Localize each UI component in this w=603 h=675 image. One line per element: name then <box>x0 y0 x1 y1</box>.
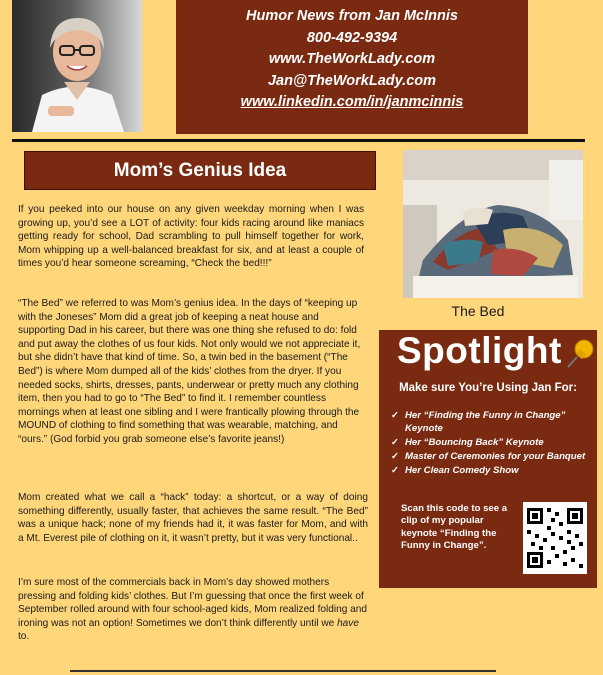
article-title: Mom’s Genius Idea <box>24 151 376 190</box>
list-item: ✓ Her “Finding the Funny in Change” Keynote <box>391 410 566 434</box>
article-paragraph-4: I’m sure most of the commercials back in Mom’s day showed mothers pressing and folding kids’ clothes. But I’m guessing that once the first week of September rolled around with four school-aged kids, Mom realized folding and ironing was not an option! Sometimes we don’t think differently until we have to. <box>18 577 367 643</box>
emphasis-have: have <box>337 617 359 629</box>
list-item: ✓ Her Clean Comedy Show <box>391 464 519 476</box>
list-item: ✓ Her “Bouncing Back” Keynote <box>391 436 544 448</box>
email-link[interactable]: Jan@TheWorkLady.com <box>267 72 437 89</box>
footer-divider <box>70 670 496 672</box>
check-icon: ✓ <box>391 410 400 421</box>
newsletter-title: Humor News from Jan McInnis <box>246 8 458 24</box>
phone-number: 800-492-9394 <box>306 29 398 46</box>
spotlight-title: Spotlight <box>397 330 562 371</box>
spotlight-box <box>379 330 597 588</box>
bed-photo <box>403 150 583 298</box>
list-item: ✓ Master of Ceremonies for your Banquet <box>391 450 586 462</box>
website-link[interactable]: www.TheWorkLady.com <box>268 51 436 67</box>
article-paragraph-2: “The Bed” we referred to was Mom’s genius idea. In the days of “keeping up with the Joneses” Mom did a great job of keeping a neat house and supporting Dad in his career, but there was one thing she refused to do: fold and put away the clothes of us four kids. Not only would we not appreciate it, but she didn’t have that kind of time. So, a twin bed in the basement (“The Bed”) is where Mom dumped all of the kids’ clothes from the dryer. If you needed socks, shirts, dresses, pants, underwear or pretty much any clothing item, then you had to go to “The Bed” to find it. I remember countless mornings when at least one sibling and I were frantically plowing through the MOUND of clothing to find something that was wearable, matching, and “ours.” (God forbid you grab someone else’s favorite jeans!) <box>18 298 361 445</box>
article-paragraph-1: If you peeked into our house on any given weekday morning when I was growing up, you’d see a LOT of activity: four kids racing around like maniacs getting ready for school, Dad scrambling to pull himself together for work, Mom whipping up a well-balanced breakfast for six, and at least a couple of times you’d hear someone screaming, “Check the bed!!!” <box>18 204 364 270</box>
check-icon: ✓ <box>391 436 400 448</box>
contact-box <box>176 0 528 134</box>
bed-photo-caption: The Bed <box>451 303 505 319</box>
spotlight-subtitle: Make sure You’re Using Jan For: <box>399 382 577 394</box>
check-icon: ✓ <box>391 464 400 476</box>
author-photo <box>12 0 142 132</box>
article-paragraph-3: Mom created what we call a “hack” today: a shortcut, or a way of doing something differently, usually faster, that achieves the same result. “The Bed” was a unique hack; none of my friends had it, it was faster for Mom, and with a Mt. Everest pile of clothing on it, it wasn’t pretty, but it was very functional.. <box>18 492 368 544</box>
spotlight-list <box>391 410 591 479</box>
linkedin-link[interactable]: www.linkedin.com/in/janmcinnis <box>240 94 464 110</box>
qr-code[interactable] <box>523 502 587 574</box>
header-divider <box>12 139 585 142</box>
scan-instructions: Scan this code to see a clip of my popular keynote “Finding the Funny in Change”. <box>401 503 508 552</box>
check-icon: ✓ <box>391 450 400 462</box>
pushpin-icon <box>565 338 595 370</box>
